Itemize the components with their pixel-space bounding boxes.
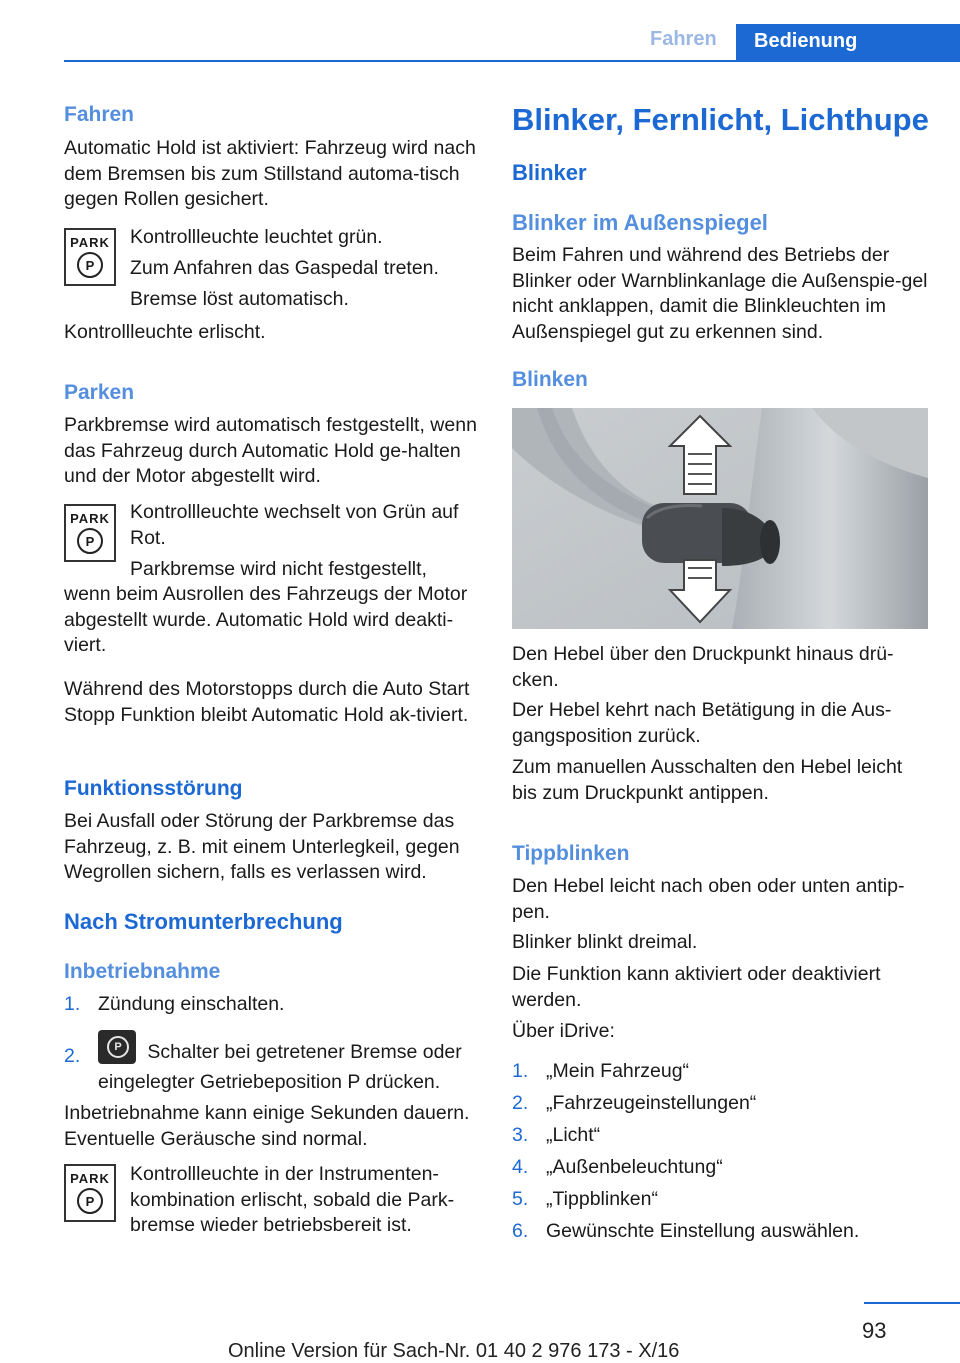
tipp-text-2: Blinker blinkt dreimal. xyxy=(512,931,698,953)
inbetriebnahme-heading: Inbetriebnahme xyxy=(64,960,221,983)
fahren-icon-line-3: Bremse löst automatisch. xyxy=(130,288,349,310)
step-2-text-a: Schalter bei getretener Bremse oder xyxy=(147,1041,462,1063)
footer-rule xyxy=(864,1302,960,1304)
fahren-text: Automatic Hold ist aktiviert: Fahrzeug wird nach dem Bremsen bis zum Stillstand automa‐tisch gegen Rollen gesichert. xyxy=(64,137,476,210)
inbetriebnahme-icon-text: Kontrollleuchte in der Instrumenten‐kombination erlischt, sobald die Park‐bremse wieder betriebsbereit ist. xyxy=(130,1163,455,1236)
parken-text: Parkbremse wird automatisch festgestellt, wenn das Fahrzeug durch Automatic Hold ge‐halten und der Motor abgestellt wird. xyxy=(64,414,477,487)
blinker-heading: Blinker xyxy=(512,160,587,185)
page-number: 93 xyxy=(862,1318,887,1343)
parken-motorstopp-text: Während des Motorstopps durch die Auto Start Stopp Funktion bleibt Automatic Hold ak‐tiviert. xyxy=(64,678,470,726)
blinken-text-2: Der Hebel kehrt nach Betätigung in die Aus‐gangsposition zurück. xyxy=(512,699,892,747)
list-item: 2. P Schalter bei getretener Bremse oder eingelegter Getriebeposition P drücken. xyxy=(64,1030,482,1090)
fahren-after-text: Kontrollleuchte erlischt. xyxy=(64,321,266,343)
blinken-text-1: Den Hebel über den Druckpunkt hinaus drü‐cken. xyxy=(512,643,894,691)
tipp-text-4: Über iDrive: xyxy=(512,1020,615,1042)
parken-icon-text-2: Parkbremse wird nicht festgestellt, xyxy=(130,558,427,580)
tipp-text-3: Die Funktion kann aktiviert oder deaktiviert werden. xyxy=(512,963,881,1011)
stromunterbrechung-heading: Nach Stromunterbrechung xyxy=(64,909,343,934)
parken-after-text: wenn beim Ausrollen des Fahrzeugs der Motor abgestellt wurde. Automatic Hold wird deakti‐viert. xyxy=(64,583,468,656)
spiegel-text: Beim Fahren und während des Betriebs der Blinker oder Warnblinkanlage die Außenspie‐gel nicht anklappen, damit die Blinkleuchten im Außenspiegel gut zu erkennen sind. xyxy=(512,244,928,343)
main-heading: Blinker, Fernlicht, Lichthupe xyxy=(512,102,929,137)
fahren-icon-line-1: Kontrollleuchte leuchtet grün. xyxy=(130,226,383,248)
header-tab-bedienung: Bedienung xyxy=(736,24,960,62)
lever-illustration-svg xyxy=(512,408,928,629)
parken-heading: Parken xyxy=(64,381,135,404)
park-indicator-icon: PARK P xyxy=(64,1164,116,1222)
parken-icon-text: Kontrollleuchte wechselt von Grün auf Rot. xyxy=(130,501,459,549)
header-tab-fahren: Fahren xyxy=(650,28,717,50)
fahren-icon-line-2: Zum Anfahren das Gaspedal treten. xyxy=(130,257,439,279)
blinken-heading: Blinken xyxy=(512,368,588,391)
blinken-text-3: Zum manuellen Ausschalten den Hebel leicht bis zum Druckpunkt antippen. xyxy=(512,756,903,804)
park-indicator-icon: PARK P xyxy=(64,504,116,562)
tippblinken-heading: Tippblinken xyxy=(512,842,630,865)
step-2-text-b: eingelegter Getriebeposition P drücken. xyxy=(98,1071,441,1093)
fahren-heading: Fahren xyxy=(64,103,135,126)
turn-signal-lever-illustration xyxy=(512,408,930,629)
spiegel-heading: Blinker im Außenspiegel xyxy=(512,210,768,235)
header-rule xyxy=(64,60,960,62)
parking-brake-switch-icon: P xyxy=(98,1030,136,1064)
footer-edition: Online Version für Sach-Nr. 01 40 2 976 173 - X/16 xyxy=(228,1340,680,1362)
stoerung-heading: Funktionsstörung xyxy=(64,777,243,800)
park-indicator-icon: PARK P xyxy=(64,228,116,286)
tipp-text-1: Den Hebel leicht nach oben oder unten antip‐pen. xyxy=(512,875,905,923)
inbetriebnahme-text: Inbetriebnahme kann einige Sekunden dauern. Eventuelle Geräusche sind normal. xyxy=(64,1102,470,1150)
stoerung-text: Bei Ausfall oder Störung der Parkbremse das Fahrzeug, z. B. mit einem Unterlegkeil, gegen Wegrollen sichern, falls es verlassen wird. xyxy=(64,810,460,883)
